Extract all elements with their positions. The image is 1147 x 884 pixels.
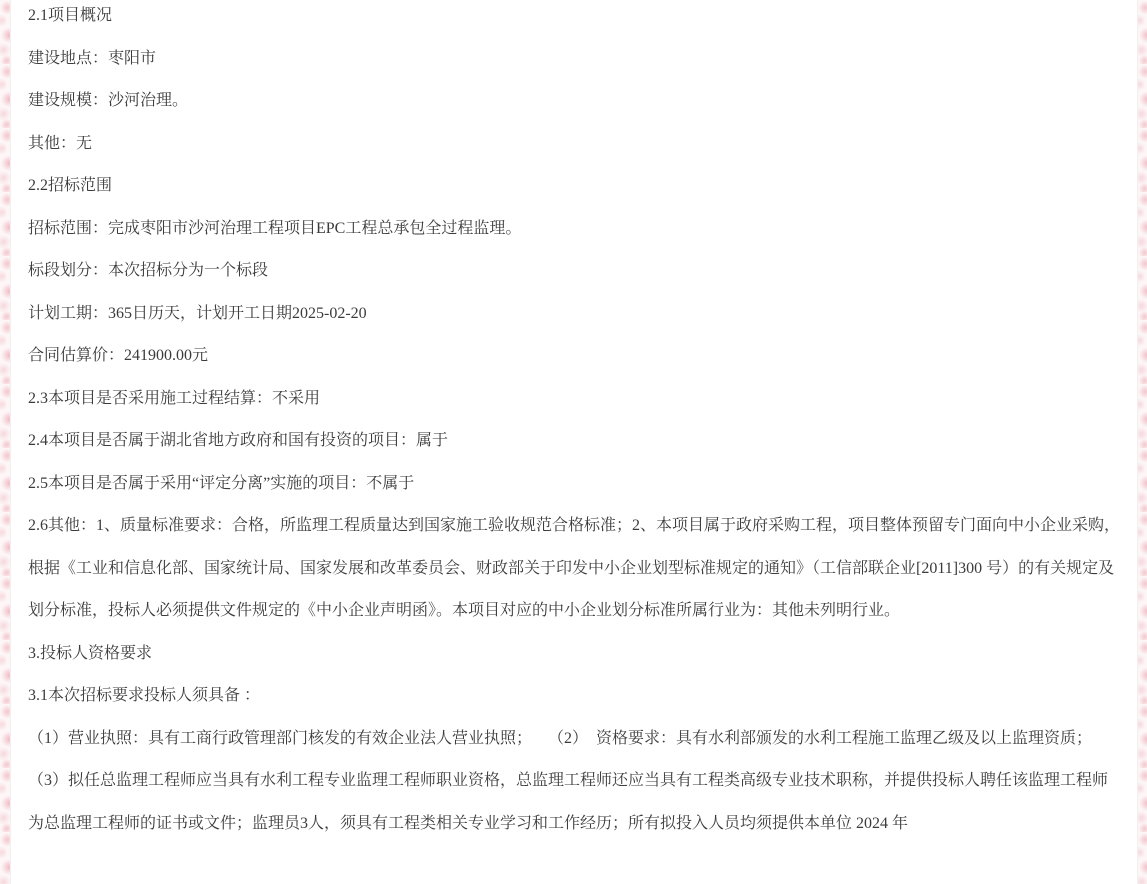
field-other: 其他：无	[28, 134, 93, 152]
field-planned-duration: 计划工期：365日历天，计划开工日期2025-02-20	[28, 304, 367, 322]
item-2-3-settlement: 2.3本项目是否采用施工过程结算：不采用	[28, 389, 321, 407]
section-heading-2-2: 2.2招标范围	[28, 177, 113, 194]
field-contract-estimate: 合同估算价：241900.00元	[28, 347, 209, 364]
field-construction-scale: 建设规模：沙河治理。	[28, 92, 189, 109]
left-border-decoration	[0, 0, 10, 884]
field-construction-location: 建设地点：枣阳市	[28, 49, 157, 67]
document-page	[10, 0, 1138, 884]
field-section-division: 标段划分：本次招标分为一个标段	[28, 262, 269, 279]
section-heading-3-1: 3.1本次招标要求投标人须具备 ：	[28, 687, 261, 704]
section-heading-3: 3.投标人资格要求	[28, 644, 153, 662]
field-bid-scope: 招标范围：完成枣阳市沙河治理工程项目EPC工程总承包全过程监理。	[28, 219, 522, 237]
item-2-4-state-investment: 2.4本项目是否属于湖北省地方政府和国有投资的项目：属于	[28, 432, 449, 449]
qualification-details: （1）营业执照：具有工商行政管理部门核发的有效企业法人营业执照； （2） 资格要求：具有水利部颁发的水利工程施工监理乙级及以上监理资质； （3）拟任总监理工程师应当具有水利工程专业监理工程师职业资格，总监理工程师还应当具有工程类高级专业技术职称，并提供投标人聘任该监理工程师为总监理工程师的证书或文件；监理员3人，须具有工程类相关专业学习和工作经历；所有拟投入人员均须提供本单位 2024 年	[28, 729, 1117, 832]
item-2-6-other-requirements: 2.6其他：1、质量标准要求：合格，所监理工程质量达到国家施工验收规范合格标准；2、本项目属于政府采购工程，项目整体预留专门面向中小企业采购，根据《工业和信息化部、国家统计局、国家发展和改革委员会、财政部关于印发中小企业划型标准规定的通知》（工信部联企业[2011]300 号）的有关规定及划分标准，投标人必须提供文件规定的《中小企业声明函》。本项目对应的中小企业划分标准所属行业为：其他未列明行业。	[28, 517, 1121, 619]
item-2-5-separate-evaluation: 2.5本项目是否属于采用“评定分离”实施的项目：不属于	[28, 474, 415, 492]
tender-notice-body	[11, 0, 1137, 845]
section-heading-2-1: 2.1项目概况	[28, 7, 113, 24]
right-border-decoration	[1138, 0, 1147, 884]
